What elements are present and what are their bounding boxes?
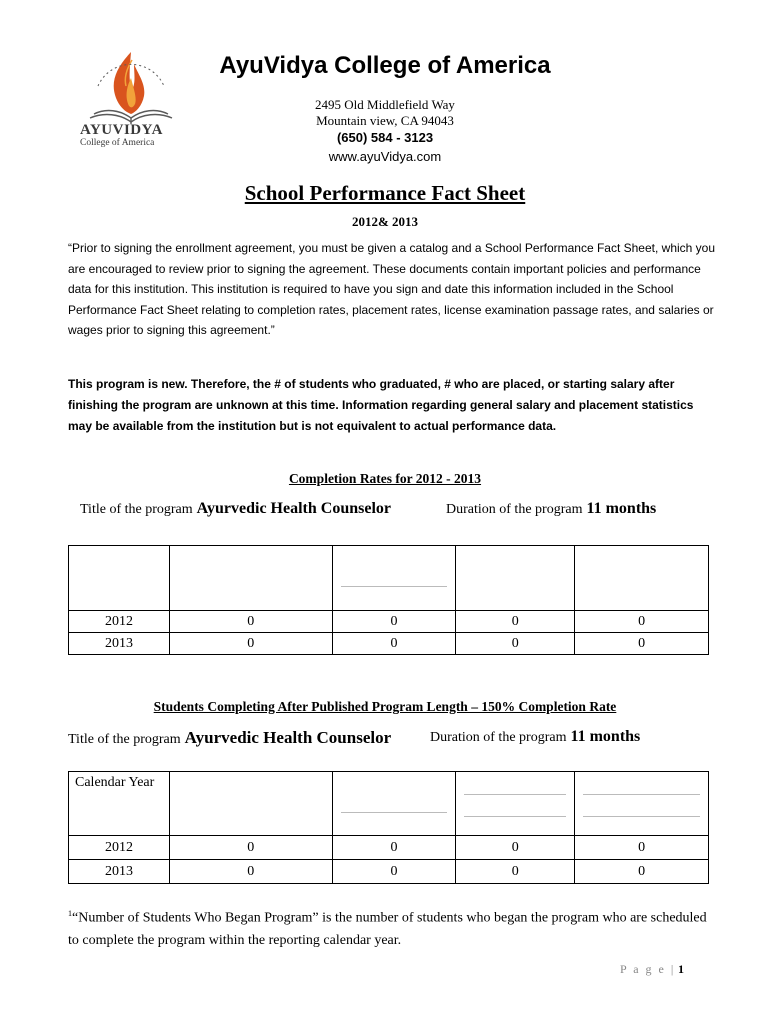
- page-title: School Performance Fact Sheet: [244, 181, 526, 205]
- value-cell: 0: [332, 836, 456, 860]
- value-cell: 0: [332, 633, 456, 655]
- address-line-1: 2495 Old Middlefield Way: [315, 97, 455, 112]
- value-cell: 0: [456, 836, 575, 860]
- value-cell: 0: [169, 860, 332, 884]
- phone-number: (650) 584 - 3123: [336, 130, 434, 145]
- program-title-row-1: [80, 500, 391, 518]
- value-cell: 0: [575, 633, 709, 655]
- footnote-marker: 1: [68, 909, 72, 918]
- value-cell: 0: [169, 611, 332, 633]
- program-name: Ayurvedic Health Counselor: [196, 500, 391, 517]
- duration-value: 11 months: [570, 728, 641, 745]
- address-line-2: Mountain view, CA 94043: [316, 113, 454, 128]
- completion-rates-table: [68, 545, 709, 655]
- page-label: P a g e |: [620, 962, 676, 976]
- header-cell: [575, 772, 709, 836]
- report-years: 2012& 2013: [351, 214, 419, 229]
- value-cell: 0: [456, 860, 575, 884]
- program-duration-row-1: [446, 500, 656, 518]
- duration-label: Duration of the program: [446, 502, 583, 517]
- year-cell: 2013: [69, 860, 170, 884]
- year-cell: 2013: [69, 633, 170, 655]
- value-cell: 0: [332, 860, 456, 884]
- value-cell: 0: [456, 611, 575, 633]
- header-cell: [332, 772, 456, 836]
- header-cell: [456, 546, 575, 611]
- value-cell: 0: [332, 611, 456, 633]
- table-row: [69, 633, 709, 655]
- value-cell: 0: [575, 611, 709, 633]
- section-150-completion-title: Students Completing After Published Program Length – 150% Completion Rate: [153, 699, 617, 714]
- header-cell: [332, 546, 456, 611]
- page-number: 1: [678, 962, 684, 976]
- program-label: Title of the program: [68, 732, 181, 747]
- footnote: [68, 903, 718, 952]
- completion-150-table: [68, 771, 709, 884]
- value-cell: 0: [575, 836, 709, 860]
- website-url: www.ayuVidya.com: [328, 149, 442, 164]
- logo-subtitle: College of America: [80, 138, 155, 148]
- header-cell: [169, 546, 332, 611]
- logo-brand: AYUVIDYA: [80, 122, 163, 138]
- value-cell: 0: [456, 633, 575, 655]
- value-cell: 0: [575, 860, 709, 884]
- table-header-row: [69, 772, 709, 836]
- table-header-row: [69, 546, 709, 611]
- table-row: [69, 611, 709, 633]
- value-cell: 0: [169, 836, 332, 860]
- program-name: Ayurvedic Health Counselor: [184, 728, 392, 747]
- year-cell: 2012: [69, 611, 170, 633]
- table-row: [69, 836, 709, 860]
- program-duration-row-2: [430, 728, 640, 746]
- duration-value: 11 months: [586, 500, 657, 517]
- header-cell: [575, 546, 709, 611]
- footnote-text: “Number of Students Who Began Program” is the number of students who began the program who are scheduled to complete the program within the reporting calendar year.: [68, 910, 707, 948]
- section-completion-rates-title: Completion Rates for 2012 - 2013: [288, 471, 482, 486]
- header-cell: [456, 772, 575, 836]
- header-cell: [69, 546, 170, 611]
- duration-label: Duration of the program: [430, 730, 567, 745]
- year-cell: 2012: [69, 836, 170, 860]
- header-cell: [169, 772, 332, 836]
- college-name: AyuVidya College of America: [219, 52, 551, 79]
- new-program-notice: This program is new. Therefore, the # of students who graduated, # who are placed, or starting salary after finishing the program are unknown at this time. Information regarding general salary and placement statistics may be available from the institution but is not equivalent to actual performance data.: [68, 377, 694, 433]
- program-label: Title of the program: [80, 502, 193, 517]
- program-title-row-2: [68, 728, 391, 748]
- value-cell: 0: [169, 633, 332, 655]
- table-row: [69, 860, 709, 884]
- disclosure-quote: “Prior to signing the enrollment agreement, you must be given a catalog and a School Performance Fact Sheet, which you are encouraged to review prior to signing the agreement. These documents contain important policies and performance data for this institution. This institution is required to have you sign and date this information included in the School Performance Fact Sheet relating to completion rates, placement rates, license examination passage rates, and salaries or wages prior to signing this agreement.”: [68, 241, 716, 337]
- calendar-year-header: Calendar Year: [69, 772, 170, 836]
